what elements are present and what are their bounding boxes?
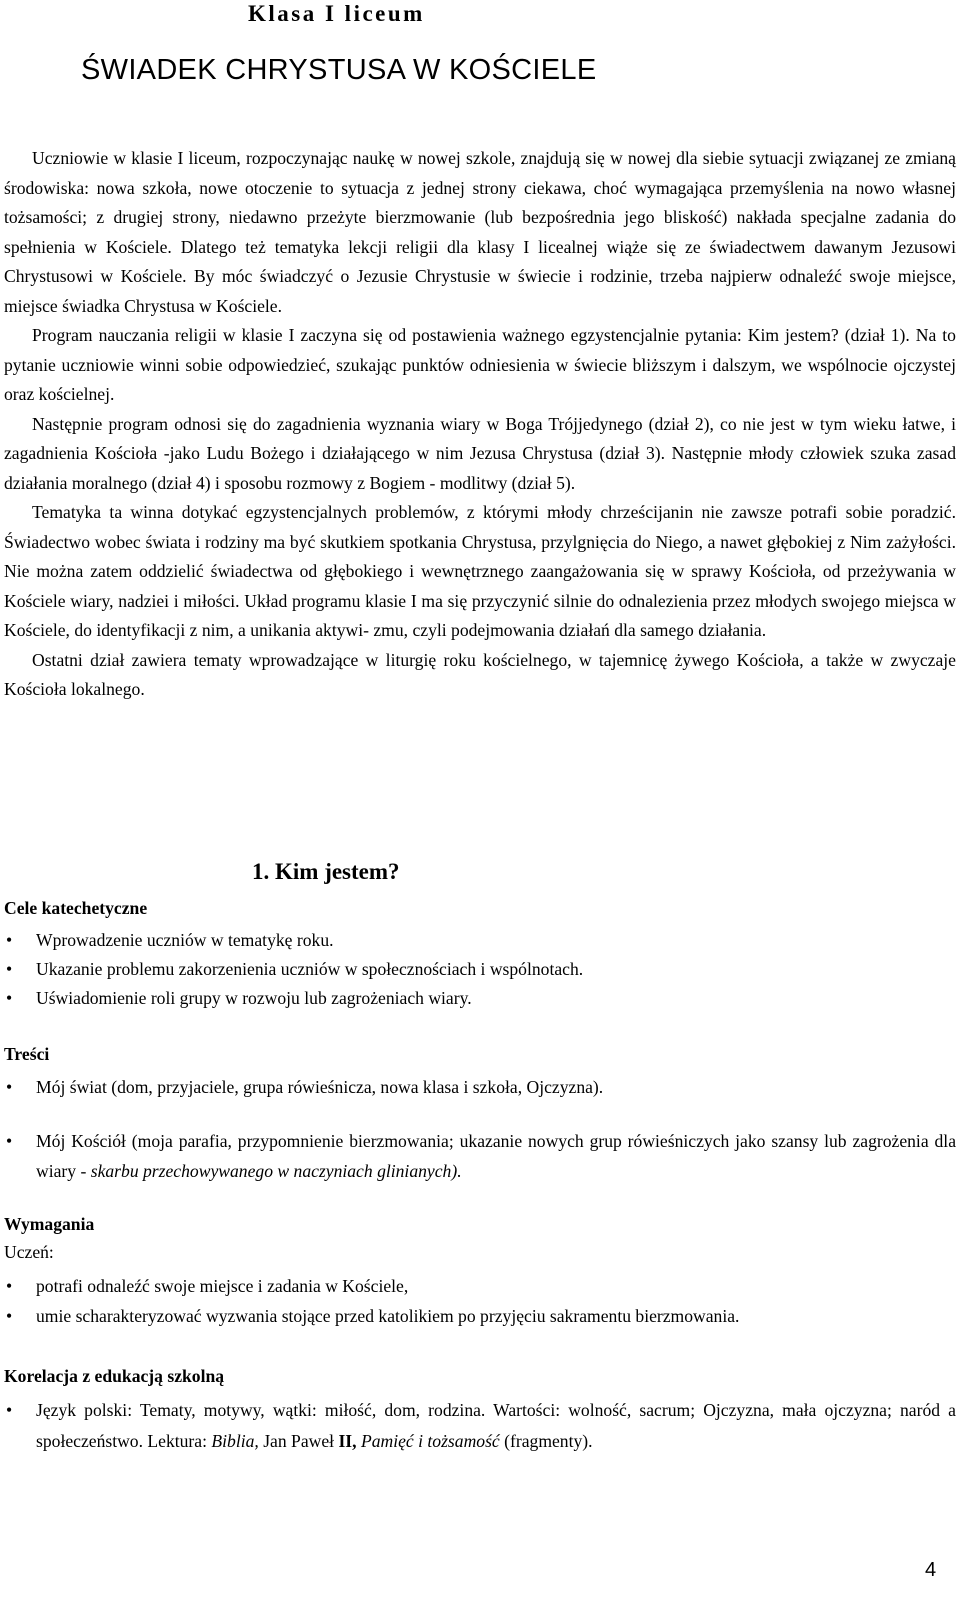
list-item: • Mój świat (dom, przyjaciele, grupa rówieśnicza, nowa klasa i szkoła, Ojczyzna). bbox=[4, 1072, 956, 1102]
intro-section bbox=[4, 144, 956, 705]
uczen-label: Uczeń: bbox=[4, 1242, 54, 1262]
intro-paragraph bbox=[4, 144, 956, 321]
cele-list bbox=[4, 926, 956, 1013]
intro-text: Program nauczania religii w klasie I zaczyna się od postawienia ważnego egzystencjalnie pytania: Kim jestem? (dział 1). bbox=[32, 325, 910, 345]
list-item: • Język polski: Tematy, motywy, wątki: miłość, dom, rodzina. Wartości: wolność, sacrum; Ojczyzna, mała ojczyzna; naród a społeczeństwo. Lektura: Biblia, Jan Paweł II, Pamięć i tożsamość (fragmenty). bbox=[4, 1395, 956, 1457]
tresci-list bbox=[4, 1072, 956, 1186]
list-item: • potrafi odnaleźć swoje miejsce i zadania w Kościele, bbox=[4, 1271, 956, 1301]
bullet-icon: • bbox=[6, 1306, 13, 1326]
bullet-icon: • bbox=[6, 930, 13, 950]
intro-text: Dlatego też tematyka lekcji religii dla klasy I licealnej wiąże się ze świadectwem dawanym Jezusowi Chrystusowi w Kościele. bbox=[4, 236, 956, 286]
bullet-icon: • bbox=[6, 988, 13, 1008]
bullet-icon: • bbox=[6, 959, 13, 979]
list-item: • Wprowadzenie uczniów w tematykę roku. bbox=[4, 926, 956, 955]
class-title: Klasa I liceum bbox=[248, 1, 425, 26]
bullet-icon: • bbox=[6, 1077, 13, 1097]
korelacja-heading: Korelacja z edukacją szkolną bbox=[4, 1366, 225, 1386]
list-item: • Mój Kościół (moja parafia, przypomnienie bierzmowania; ukazanie nowych grup rówieśniczych jako szansy lub zagrożenia dla wiary - skarbu przechowywanego w naczyniach glinianych). bbox=[4, 1126, 956, 1186]
tresci-heading: Treści bbox=[4, 1044, 50, 1064]
list-item: • umie scharakteryzować wyzwania stojące przed katolikiem po przyjęciu sakramentu bierzmowania. bbox=[4, 1301, 956, 1331]
intro-paragraph: Ostatni dział zawiera tematy wprowadzające w liturgię roku kościelnego, w tajemnicę żywego Kościoła, a także w zwyczaje Kościoła lokalnego. bbox=[4, 649, 956, 699]
list-item: • Ukazanie problemu zakorzenienia uczniów w społecznościach i wspólnotach. bbox=[4, 955, 956, 984]
bullet-icon: • bbox=[6, 1131, 13, 1151]
korelacja-list bbox=[4, 1395, 956, 1457]
wymagania-heading: Wymagania bbox=[4, 1214, 95, 1234]
intro-paragraph bbox=[4, 321, 956, 410]
list-item: • Uświadomienie roli grupy w rozwoju lub zagrożeniach wiary. bbox=[4, 984, 956, 1013]
bullet-icon: • bbox=[6, 1276, 13, 1296]
intro-text: By móc świadczyć o Jezusie Chrystusie w świecie i rodzinie, trzeba najpierw odnaleźć swoje miejsce, miejsce świadka Chrystusa w Kościele. bbox=[4, 266, 956, 316]
cele-heading: Cele katechetyczne bbox=[4, 898, 148, 918]
section-title: 1. Kim jestem? bbox=[252, 859, 400, 884]
intro-text: Na to pytanie uczniowie winni sobie odpowiedzieć, szukając punktów odniesienia w świecie bliższym i dalszym, we wspólnocie ojczystej oraz kościelnej. bbox=[4, 325, 956, 404]
bullet-icon: • bbox=[6, 1400, 13, 1420]
intro-text: Uczniowie w klasie I liceum, rozpoczynając naukę w nowej szkole, znajdują się w nowej dla siebie sytuacji związanej ze zmianą środowiska: nowa szkoła, nowe otoczenie to sytuacja z jednej strony ciekawa, choć wymagająca przemyślenia na nowo własnej tożsamości; z drugiej strony, niedawno przeżyte bierzmowanie (lub bezpośrednia jego bliskość) nakłada specjalne zadania do spełnienia w Kościele. bbox=[4, 148, 956, 257]
document-title: ŚWIADEK CHRYSTUSA W KOŚCIELE bbox=[81, 54, 597, 86]
wymagania-list bbox=[4, 1271, 956, 1331]
intro-paragraph: Następnie program odnosi się do zagadnienia wyznania wiary w Boga Trójjedynego (dział 2), co nie jest w tym wieku łatwe, i zagadnienia Kościoła -jako Ludu Bożego i działającego w nim Jezusa Chrystusa (dział 3). Następnie młody człowiek szuka zasad działania moralnego (dział 4) i sposobu rozmowy z Bogiem - modlitwy (dział 5). bbox=[4, 413, 956, 493]
intro-paragraph: Tematyka ta winna dotykać egzystencjalnych problemów, z którymi młody chrześcijanin nie zawsze potrafi sobie poradzić. Świadectwo wobec świata i rodziny ma być skutkiem spotkania Chrystusa, przylgnięcia do Niego, a nawet głębokiej z Nim zażyłości. Nie można zatem oddzielić świadectwa od głębokiego i wewnętrznego zaangażowania się w sprawy Kościoła, od przeżywania w Kościele wiary, nadziei i miłości. Układ programu klasie I ma się przyczynić silnie do odnalezienia przez młodych swojego miejsca w Kościele, do identyfikacji z nim, a unikania aktywi- zmu, czyli podejmowania działań dla samego działania. bbox=[4, 502, 956, 640]
page-number: 4 bbox=[925, 1559, 937, 1581]
